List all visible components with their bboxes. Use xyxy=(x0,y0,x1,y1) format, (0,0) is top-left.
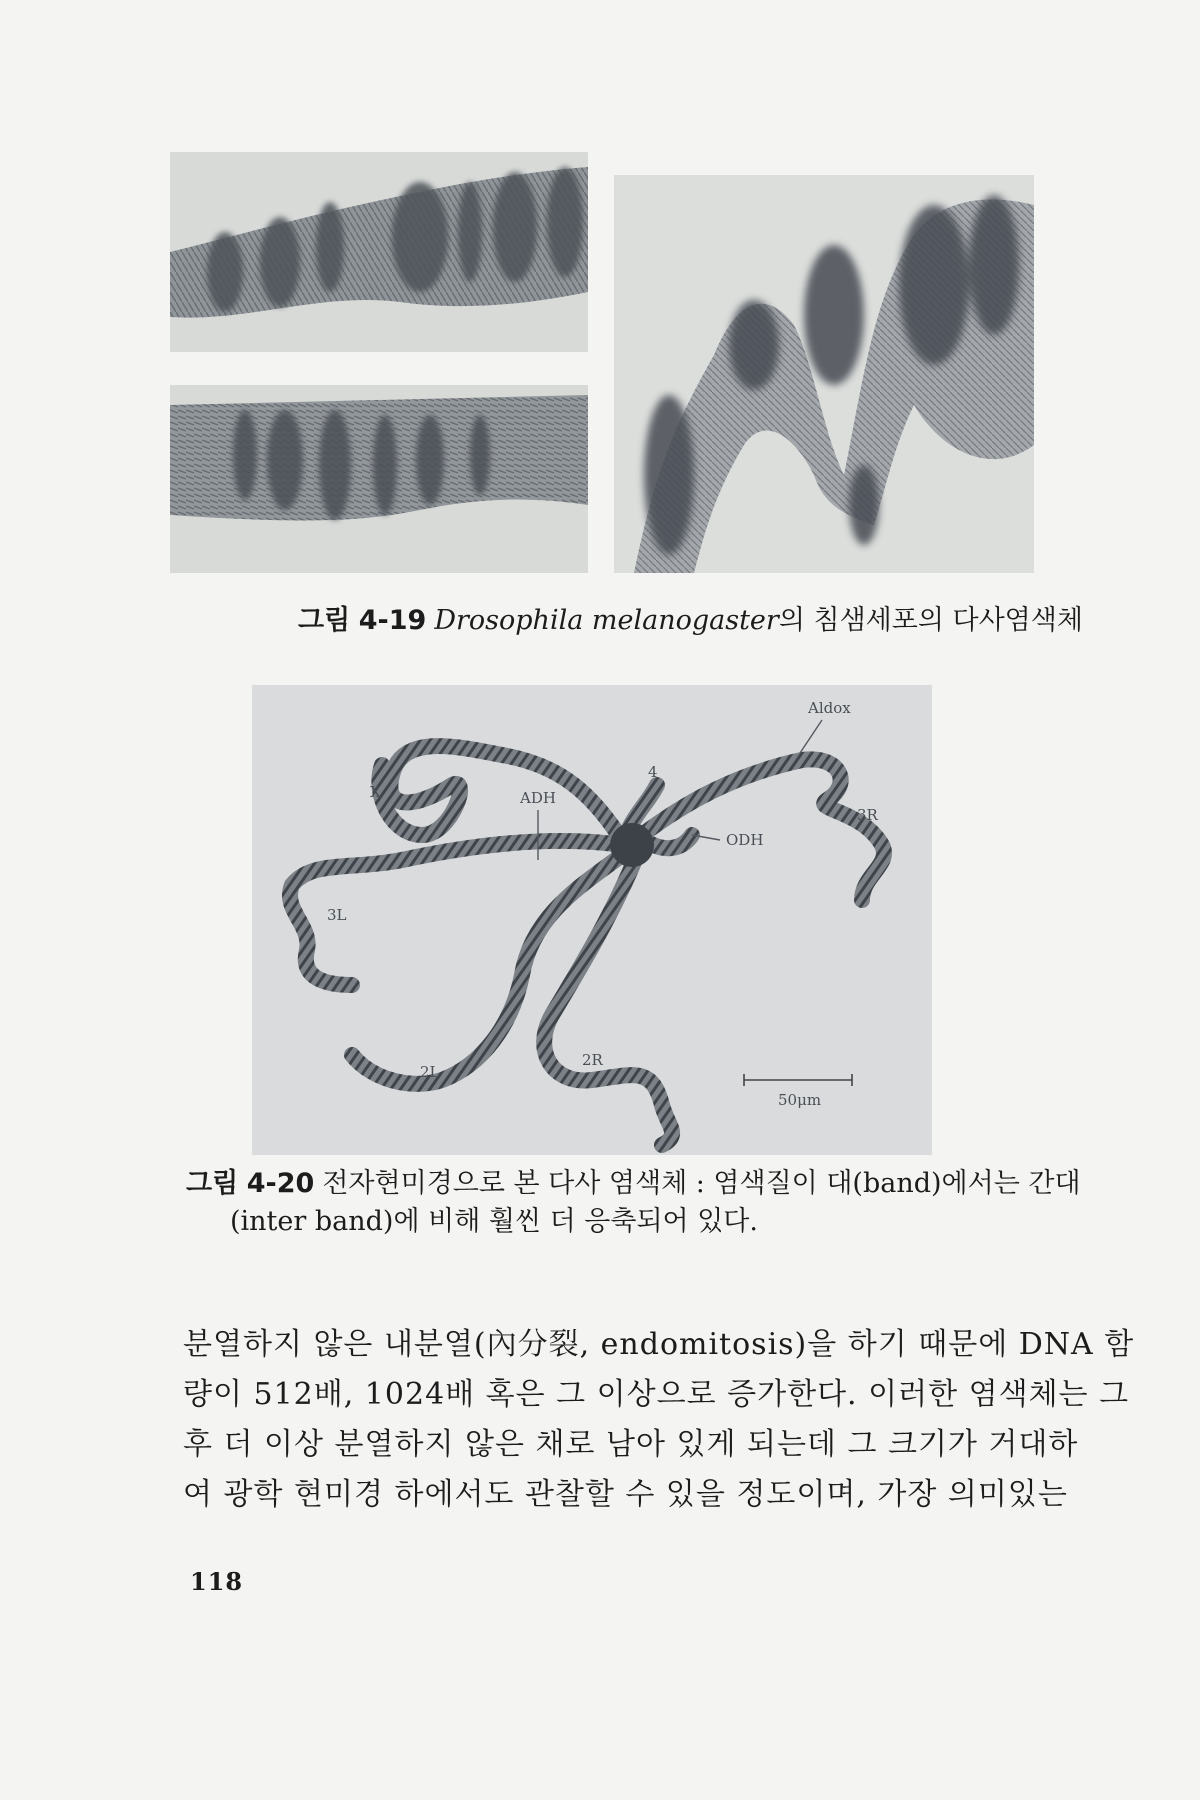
body-paragraph xyxy=(183,1320,1135,1520)
label-odh: ODH xyxy=(726,831,764,849)
label-2l: 2L xyxy=(420,1063,440,1081)
label-4: 4 xyxy=(648,763,658,781)
caption-line-1: 전자현미경으로 본 다사 염색체 : 염색질이 대(band)에서는 간대 xyxy=(322,1168,1081,1199)
caption-text: 의 침샘세포의 다사염색체 xyxy=(778,605,1083,636)
micrograph-bottom-left xyxy=(170,385,588,573)
label-3l: 3L xyxy=(327,906,347,924)
label-2r: 2R xyxy=(582,1051,603,1069)
scale-bar-label: 50μm xyxy=(778,1091,822,1109)
body-line: 분열하지 않은 내분열(內分裂, endomitosis)을 하기 때문에 DNA 함 xyxy=(183,1327,1135,1362)
micrograph-polytene xyxy=(252,685,932,1155)
figure-label: 그림 xyxy=(298,605,351,636)
label-aldox: Aldox xyxy=(808,699,851,717)
figure-number: 4-20 xyxy=(246,1168,315,1199)
micrograph-top-left xyxy=(170,152,588,352)
species-name: Drosophila melanogaster xyxy=(434,605,779,636)
label-adh: ADH xyxy=(520,789,556,807)
caption-line-2: (inter band)에 비해 훨씬 더 응축되어 있다. xyxy=(230,1206,758,1237)
figure-4-19-caption xyxy=(298,602,1083,640)
page-number: 118 xyxy=(190,1567,244,1596)
figure-number: 4-19 xyxy=(358,605,427,636)
label-x: X xyxy=(370,783,381,801)
figure-label: 그림 xyxy=(186,1168,239,1199)
body-line: 후 더 이상 분열하지 않은 채로 남아 있게 되는데 그 크기가 거대하 xyxy=(183,1427,1079,1462)
micrograph-right xyxy=(614,175,1034,573)
body-line: 여 광학 현미경 하에서도 관찰할 수 있을 정도이며, 가장 의미있는 xyxy=(183,1477,1068,1512)
label-3r: 3R xyxy=(857,806,878,824)
figure-4-20-caption xyxy=(186,1165,1081,1241)
body-line: 량이 512배, 1024배 혹은 그 이상으로 증가한다. 이러한 염색체는 그 xyxy=(183,1377,1130,1412)
